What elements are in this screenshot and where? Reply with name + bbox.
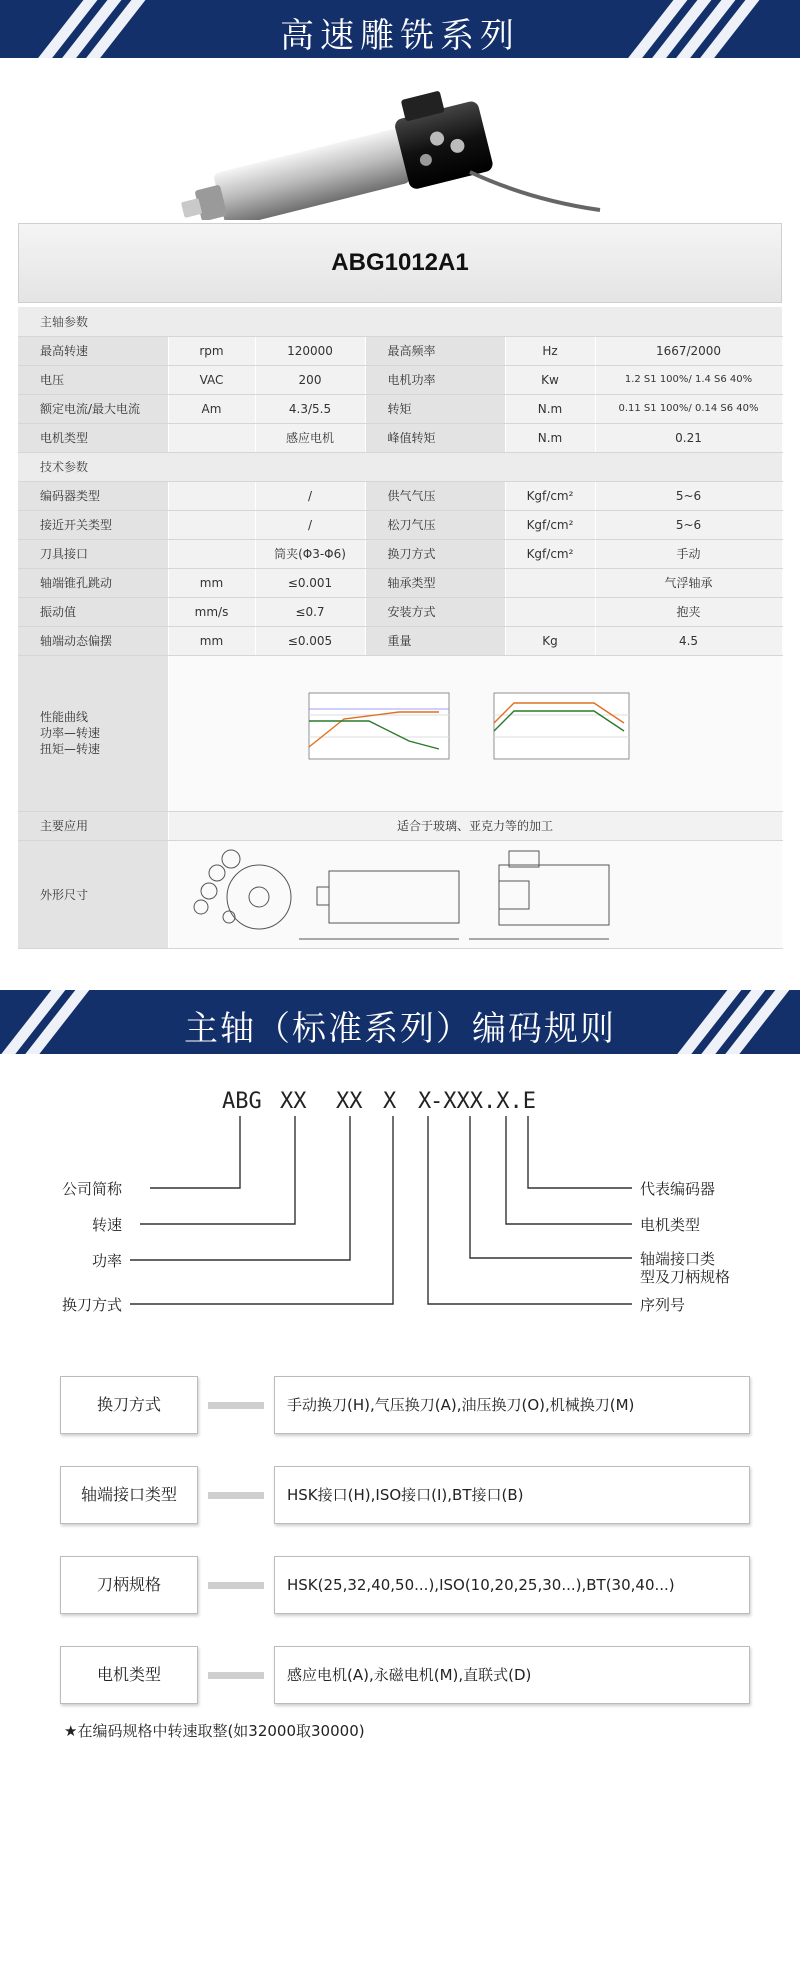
param-name: 供气气压 — [365, 481, 505, 510]
option-value: HSK接口(H),ISO接口(I),BT接口(B) — [274, 1466, 750, 1524]
param-name: 额定电流/最大电流 — [18, 394, 168, 423]
param-unit: VAC — [168, 365, 255, 394]
param-name: 刀具接口 — [18, 539, 168, 568]
param-value: 筒夹(Φ3-Φ6) — [255, 539, 365, 568]
section-row — [18, 307, 782, 336]
power-speed-curve — [309, 693, 449, 759]
param-name: 电机功率 — [365, 365, 505, 394]
curve-cell — [168, 655, 782, 811]
table-row — [18, 539, 782, 568]
param-value: ≤0.005 — [255, 626, 365, 655]
param-unit: Kw — [505, 365, 595, 394]
code-label-serial: 序列号 — [640, 1296, 686, 1314]
dimension-cell — [168, 840, 782, 948]
param-value: ≤0.7 — [255, 597, 365, 626]
section-title: 主轴参数 — [18, 307, 782, 336]
table-row — [18, 394, 782, 423]
param-unit: mm/s — [168, 597, 255, 626]
param-value: 200 — [255, 365, 365, 394]
param-unit: N.m — [505, 394, 595, 423]
code-label-power: 功率 — [92, 1252, 123, 1270]
banner-title: 主轴（标准系列）编码规则 — [184, 1009, 616, 1049]
option-value: HSK(25,32,40,50...),ISO(10,20,25,30...),BT(30,40...) — [274, 1556, 750, 1614]
param-name: 最高频率 — [365, 336, 505, 365]
param-name: 轴端动态偏摆 — [18, 626, 168, 655]
param-unit: N.m — [505, 423, 595, 452]
table-row — [18, 336, 782, 365]
curve-label-line: 扭矩—转速 — [40, 742, 101, 756]
param-value: 感应电机 — [255, 423, 365, 452]
code-part-suffix: -XXX.X.E — [430, 1089, 536, 1114]
curve-label — [18, 655, 168, 811]
param-unit: Kgf/cm² — [505, 510, 595, 539]
option-row-toolchange — [60, 1376, 750, 1434]
series-banner — [0, 0, 800, 58]
param-value: 4.5 — [595, 626, 782, 655]
param-unit — [505, 597, 595, 626]
banner-title: 高速雕铣系列 — [280, 16, 520, 56]
option-row-interface — [60, 1466, 750, 1524]
table-row — [18, 481, 782, 510]
code-label-speed: 转速 — [92, 1216, 123, 1234]
model-number: ABG1012A1 — [18, 223, 782, 303]
performance-curve-graphics — [169, 657, 781, 807]
application-label: 主要应用 — [18, 811, 168, 840]
param-unit — [168, 539, 255, 568]
param-name: 电机类型 — [18, 423, 168, 452]
performance-curve-row — [18, 655, 782, 811]
param-value: 0.21 — [595, 423, 782, 452]
param-unit — [168, 510, 255, 539]
option-row-holder — [60, 1556, 750, 1614]
param-value: ≤0.001 — [255, 568, 365, 597]
option-label: 刀柄规格 — [60, 1556, 198, 1614]
table-row — [18, 568, 782, 597]
coding-rule-banner — [0, 990, 800, 1054]
param-unit — [168, 481, 255, 510]
code-label-encoder: 代表编码器 — [640, 1180, 716, 1198]
param-name: 电压 — [18, 365, 168, 394]
param-value: 120000 — [255, 336, 365, 365]
option-connector — [208, 1402, 264, 1409]
code-part-company: ABG — [222, 1089, 262, 1114]
code-label-interface-cont: 型及刀柄规格 — [640, 1268, 731, 1286]
param-value: / — [255, 481, 365, 510]
option-row-motor — [60, 1646, 750, 1704]
param-unit: Hz — [505, 336, 595, 365]
code-part-interface: X — [418, 1089, 432, 1114]
param-unit: Kgf/cm² — [505, 539, 595, 568]
param-name: 峰值转矩 — [365, 423, 505, 452]
param-unit: Kgf/cm² — [505, 481, 595, 510]
param-value: 4.3/5.5 — [255, 394, 365, 423]
table-row — [18, 811, 782, 840]
param-name: 轴承类型 — [365, 568, 505, 597]
param-unit — [168, 423, 255, 452]
code-part-power: XX — [336, 1089, 363, 1114]
option-connector — [208, 1672, 264, 1679]
param-name: 转矩 — [365, 394, 505, 423]
param-unit: Am — [168, 394, 255, 423]
param-name: 编码器类型 — [18, 481, 168, 510]
table-row — [18, 597, 782, 626]
param-name: 最高转速 — [18, 336, 168, 365]
option-value: 感应电机(A),永磁电机(M),直联式(D) — [274, 1646, 750, 1704]
code-part-toolchange: X — [383, 1089, 397, 1114]
code-label-interface: 轴端接口类 — [640, 1250, 716, 1268]
param-name: 接近开关类型 — [18, 510, 168, 539]
code-label-company: 公司简称 — [62, 1180, 123, 1198]
application-value: 适合于玻璃、亚克力等的加工 — [168, 811, 782, 840]
torque-speed-curve — [494, 693, 629, 759]
param-name: 安装方式 — [365, 597, 505, 626]
param-unit: mm — [168, 626, 255, 655]
dimension-label: 外形尺寸 — [18, 840, 168, 948]
param-value: 0.11 S1 100%/ 0.14 S6 40% — [595, 394, 782, 423]
table-row — [18, 423, 782, 452]
param-unit — [505, 568, 595, 597]
param-name: 松刀气压 — [365, 510, 505, 539]
option-connector — [208, 1582, 264, 1589]
code-label-toolchange: 换刀方式 — [62, 1296, 123, 1314]
dimension-row — [18, 840, 782, 948]
option-label: 轴端接口类型 — [60, 1466, 198, 1524]
option-connector — [208, 1492, 264, 1499]
dimension-drawing — [169, 841, 781, 945]
spec-table — [18, 307, 783, 949]
param-name: 换刀方式 — [365, 539, 505, 568]
coding-rule-diagram — [0, 1060, 800, 1350]
spindle-product-image — [170, 60, 610, 220]
param-value: 5~6 — [595, 510, 782, 539]
param-value: 气浮轴承 — [595, 568, 782, 597]
curve-label-line: 性能曲线 — [40, 710, 89, 724]
param-unit: Kg — [505, 626, 595, 655]
code-part-speed: XX — [280, 1089, 307, 1114]
section-title: 技术参数 — [18, 452, 782, 481]
table-row — [18, 626, 782, 655]
param-name: 重量 — [365, 626, 505, 655]
param-value: / — [255, 510, 365, 539]
option-label: 换刀方式 — [60, 1376, 198, 1434]
option-value: 手动换刀(H),气压换刀(A),油压换刀(O),机械换刀(M) — [274, 1376, 750, 1434]
option-label: 电机类型 — [60, 1646, 198, 1704]
param-name: 轴端锥孔跳动 — [18, 568, 168, 597]
param-value: 手动 — [595, 539, 782, 568]
param-name: 振动值 — [18, 597, 168, 626]
curve-label-line: 功率—转速 — [40, 726, 101, 740]
param-value: 5~6 — [595, 481, 782, 510]
code-label-motor: 电机类型 — [640, 1216, 701, 1234]
param-value: 1.2 S1 100%/ 1.4 S6 40% — [595, 365, 782, 394]
footnote: ★在编码规格中转速取整(如32000取30000) — [64, 1722, 365, 1740]
param-unit: rpm — [168, 336, 255, 365]
param-value: 1667/2000 — [595, 336, 782, 365]
table-row — [18, 510, 782, 539]
section-row — [18, 452, 782, 481]
table-row — [18, 365, 782, 394]
param-value: 抱夹 — [595, 597, 782, 626]
param-unit: mm — [168, 568, 255, 597]
